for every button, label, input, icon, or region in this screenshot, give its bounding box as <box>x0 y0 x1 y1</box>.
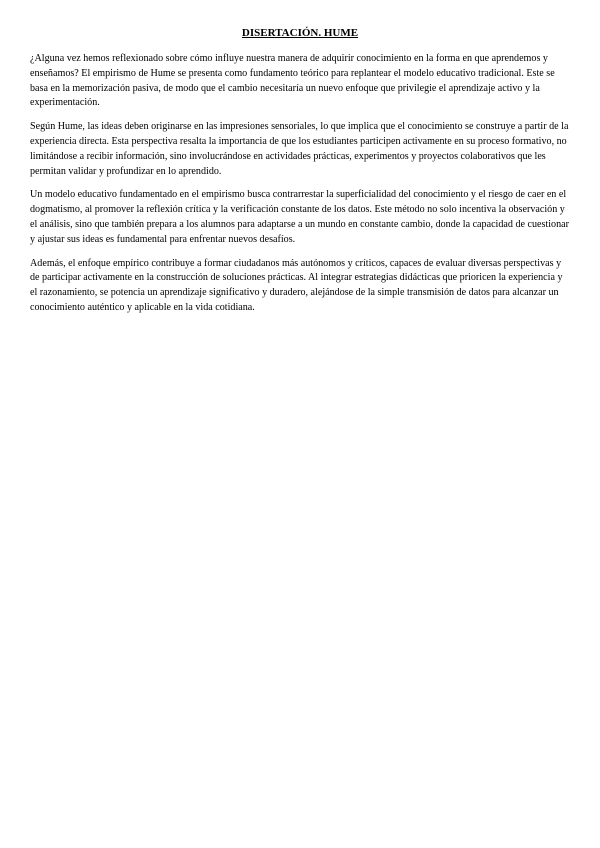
paragraph-intro: ¿Alguna vez hemos reflexionado sobre cómo influye nuestra manera de adquirir conocimiento en la forma en que aprendemos y enseñamos? El empirismo de Hume se presenta como fundamento teórico para replantear el modelo educativo tradicional. Este se basa en la memorización pasiva, de modo que el cambio necesitaría un nuevo enfoque que privilegie el aprendizaje activo y la experimentación. <box>30 53 555 109</box>
paragraph-conclusion: Además, el enfoque empírico contribuye a formar ciudadanos más autónomos y críticos, capaces de evaluar diversas perspectivas y de participar activamente en la construcción de soluciones prácticas. Al integrar estrategias didácticas que prioricen la experiencia y el razonamiento, se potencia un aprendizaje significativo y duradero, alejándose de la simple transmisión de datos para alcanzar un conocimiento auténtico y aplicable en la vida cotidiana. <box>30 257 563 313</box>
paragraph-hume-ideas: Según Hume, las ideas deben originarse en las impresiones sensoriales, lo que implica que el conocimiento se construye a partir de la experiencia directa. Esta perspectiva resalta la importancia de que los estudiantes participen activamente en su proceso formativo, no limitándose a recibir información, sino involucrándose en actividades prácticas, experimentos y proyectos colaborativos que les permitan validar y profundizar en lo aprendido. <box>30 121 569 177</box>
paragraph-empirical-model: Un modelo educativo fundamentado en el empirismo busca contrarrestar la superficialidad del conocimiento y el riesgo de caer en el dogmatismo, al promover la reflexión crítica y la verificación constante de los datos. Este método no solo incentiva la observación y el análisis, sino que también prepara a los alumnos para adaptarse a un mundo en constante cambio, donde la capacidad de cuestionar y ajustar sus ideas es fundamental para enfrentar nuevos desafíos. <box>30 189 569 245</box>
document-title: DISERTACIÓN. HUME <box>241 27 359 39</box>
